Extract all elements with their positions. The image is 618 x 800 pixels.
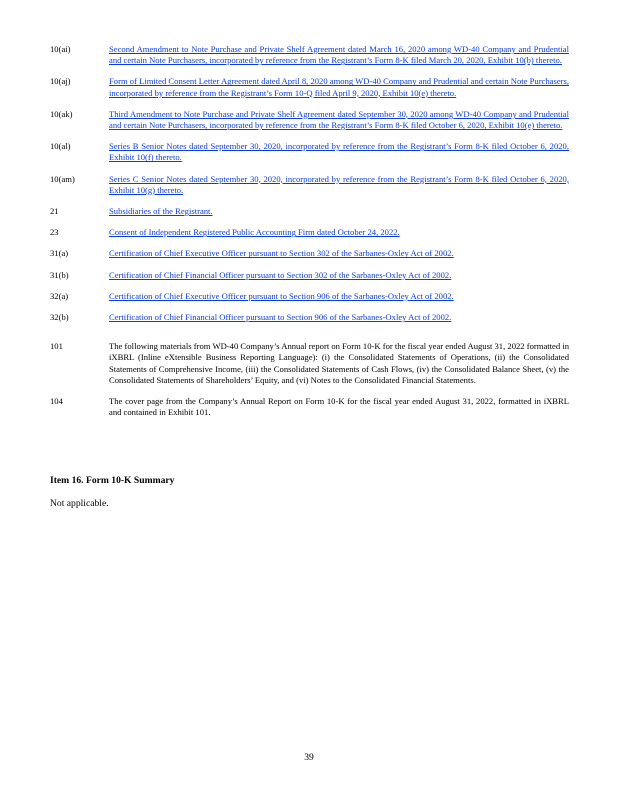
exhibit-description: The following materials from WD-40 Company’s Annual report on Form 10-K for the fiscal year ended August 31, 2022 formatted in iXBRL (Inline eXtensible Business Reporting Language): (i) the Consolidated Statements of Operations, (ii) the Consolidated Statements of Comprehensive Income, (iii) the Consolidated Statements of Cash Flows, (iv) the Consolidated Balance Sheet, (v) the Consolidated Statements of Shareholders’ Equity, and (vi) Notes to the Consolidated Financial Statements. [109, 341, 569, 385]
exhibit-link[interactable]: Subsidiaries of the Registrant. [109, 206, 213, 217]
exhibit-number: 32(a) [50, 290, 69, 301]
exhibit-row [50, 174, 569, 196]
exhibit-number: 10(al) [50, 141, 71, 152]
exhibit-link[interactable]: Form of Limited Consent Letter Agreement dated April 8, 2020 among WD-40 Company and Prudential and certain Note Purchasers, incorporated by reference from the Registrant’s Form 10-Q filed April 9, 2020, Exhibit 10(e) thereto. [109, 76, 569, 98]
exhibit-description: The cover page from the Company’s Annual Report on Form 10-K for the fiscal year ended August 31, 2022, formatted in iXBRL and contained in Exhibit 101. [109, 396, 569, 418]
exhibit-link[interactable]: Series C Senior Notes dated September 30, 2020, incorporated by reference from the Registrant’s Form 8-K filed October 6, 2020, Exhibit 10(g) thereto. [109, 173, 569, 195]
exhibit-link[interactable]: Second Amendment to Note Purchase and Private Shelf Agreement dated March 16, 2020 among WD-40 Company and Prudential and certain Note Purchasers, incorporated by reference from the Registrant’s Form 8-K filed March 20, 2020, Exhibit 10(b) thereto. [109, 44, 569, 66]
exhibit-link[interactable]: Certification of Chief Executive Officer pursuant to Section 302 of the Sarbanes-Oxley Act of 2002. [109, 248, 454, 259]
page-number: 39 [304, 752, 314, 763]
exhibit-number: 10(ai) [50, 44, 71, 54]
exhibit-link[interactable]: Certification of Chief Executive Officer pursuant to Section 906 of the Sarbanes-Oxley Act of 2002. [109, 290, 454, 301]
exhibit-row [50, 141, 569, 163]
exhibit-number: 104 [50, 396, 63, 407]
exhibit-row [50, 44, 569, 66]
exhibit-link[interactable]: Certification of Chief Financial Officer pursuant to Section 906 of the Sarbanes-Oxley Act of 2002. [109, 312, 452, 323]
exhibit-row [50, 341, 569, 386]
exhibit-number: 10(aj) [50, 76, 71, 87]
exhibit-link[interactable]: Certification of Chief Financial Officer pursuant to Section 302 of the Sarbanes-Oxley Act of 2002. [109, 269, 452, 280]
exhibit-row [50, 291, 569, 302]
exhibit-link[interactable]: Consent of Independent Registered Public Accounting Firm dated October 24, 2022. [109, 227, 400, 238]
exhibit-row [50, 76, 569, 98]
exhibit-row [50, 206, 569, 217]
item-16-heading: Item 16. Form 10-K Summary [50, 475, 175, 486]
exhibit-row [50, 227, 569, 238]
exhibit-number: 31(a) [50, 248, 69, 259]
exhibit-row [50, 109, 569, 131]
exhibit-row [50, 248, 569, 259]
exhibit-number: 10(ak) [50, 108, 73, 119]
item-16-body: Not applicable. [50, 498, 109, 509]
exhibit-number: 21 [50, 206, 59, 217]
exhibit-link[interactable]: Series B Senior Notes dated September 30, 2020, incorporated by reference from the Registrant’s Form 8-K filed October 6, 2020, Exhibit 10(f) thereto. [109, 141, 569, 163]
exhibit-number: 101 [50, 341, 63, 352]
exhibit-list [50, 44, 569, 428]
exhibit-row [50, 396, 569, 418]
exhibit-link[interactable]: Third Amendment to Note Purchase and Private Shelf Agreement dated September 30, 2020 among WD-40 Company and Prudential and certain Note Purchasers, incorporated by reference from the Registrant’s Form 8-K filed October 6, 2020, Exhibit 10(e) thereto. [109, 108, 569, 131]
exhibit-number: 32(b) [50, 312, 69, 323]
exhibit-row [50, 270, 569, 281]
exhibit-number: 10(am) [50, 173, 75, 184]
exhibit-number: 23 [50, 227, 59, 238]
exhibit-number: 31(b) [50, 269, 69, 280]
exhibit-row [50, 312, 569, 323]
